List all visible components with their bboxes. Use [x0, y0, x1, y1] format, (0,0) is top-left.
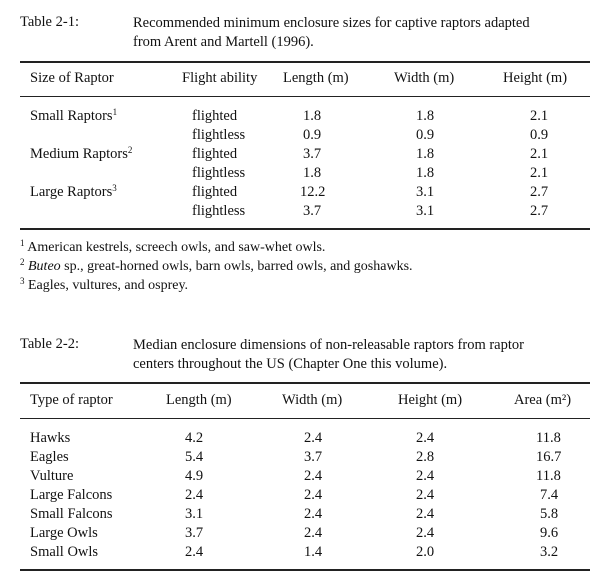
table1-cell-width: 1.8 [416, 108, 435, 124]
table2-caption-line1: Median enclosure dimensions of non-releasable raptors from raptor [133, 337, 524, 353]
table2-cell-type: Vulture [30, 468, 74, 484]
table2-caption [133, 336, 593, 374]
table1-cell-length: 12.2 [300, 184, 326, 200]
table1-cell-flight: flighted [192, 184, 238, 200]
table1-cell-width: 3.1 [416, 184, 435, 200]
table2-cell-type: Large Falcons [30, 487, 113, 503]
table1-cell-height: 2.7 [530, 203, 549, 219]
table1-header-width: Width (m) [394, 70, 455, 86]
table1-cell-length: 0.9 [303, 127, 322, 143]
table2-cell-height: 2.4 [416, 468, 435, 484]
table1-cell-height: 2.1 [530, 108, 549, 124]
table2-cell-area: 16.7 [536, 449, 562, 465]
table1-label: Table 2-1: [20, 14, 79, 30]
table2-label: Table 2-2: [20, 336, 79, 352]
table2-header-height: Height (m) [398, 392, 463, 408]
table2-cell-width: 2.4 [304, 468, 323, 484]
table2-top-rule [20, 382, 590, 384]
table1-footnote: $^2$ Buteo sp., great-horned owls, barn owls, barred owls, and goshawks. [20, 257, 413, 274]
table2-cell-height: 2.8 [416, 449, 435, 465]
table2-cell-height: 2.4 [416, 430, 435, 446]
table1-cell-flight: flighted [192, 108, 238, 124]
table2-cell-width: 1.4 [304, 544, 323, 560]
table2-cell-width: 2.4 [304, 506, 323, 522]
table2-header-length: Length (m) [166, 392, 232, 408]
table2-cell-width: 3.7 [304, 449, 323, 465]
table1-cell-length: 3.7 [303, 146, 322, 162]
table1-header-rule [20, 96, 590, 97]
table1-cell-height: 2.7 [530, 184, 549, 200]
table2-cell-type: Small Falcons [30, 506, 113, 522]
table1-cell-width: 1.8 [416, 146, 435, 162]
table1-header-height: Height (m) [503, 70, 568, 86]
table2-cell-area: 3.2 [540, 544, 559, 560]
table1-cell-flight: flightless [192, 127, 246, 143]
table1-cell-length: 1.8 [303, 108, 322, 124]
table2-cell-height: 2.0 [416, 544, 435, 560]
table2-cell-width: 2.4 [304, 525, 323, 541]
table2-header-area: Area (m²) [514, 392, 572, 408]
table2-cell-area: 11.8 [536, 468, 561, 484]
table2-cell-length: 4.2 [185, 430, 204, 446]
table2-cell-area: 7.4 [540, 487, 559, 503]
table1-bottom-rule [20, 228, 590, 230]
table1-cell-flight: flightless [192, 203, 246, 219]
table1-caption [133, 14, 593, 52]
table1-group-small: Small Raptors$^1$ [30, 107, 118, 124]
table2-cell-length: 5.4 [185, 449, 204, 465]
table1-cell-width: 1.8 [416, 165, 435, 181]
table2-cell-area: 11.8 [536, 430, 561, 446]
table1-cell-length: 1.8 [303, 165, 322, 181]
table2-cell-type: Small Owls [30, 544, 99, 560]
table1-header-flight: Flight ability [182, 70, 258, 86]
table2-cell-type: Eagles [30, 449, 69, 465]
table2-cell-length: 2.4 [185, 487, 204, 503]
table1-cell-length: 3.7 [303, 203, 322, 219]
table2-cell-width: 2.4 [304, 487, 323, 503]
table1-caption-line2: from Arent and Martell (1996). [133, 34, 314, 50]
table1-top-rule [20, 61, 590, 63]
table2-cell-height: 2.4 [416, 487, 435, 503]
table1-cell-height: 2.1 [530, 165, 549, 181]
table2-cell-length: 4.9 [185, 468, 204, 484]
table1-cell-height: 0.9 [530, 127, 549, 143]
table1-cell-flight: flightless [192, 165, 246, 181]
table2-cell-type: Large Owls [30, 525, 98, 541]
table2-cell-height: 2.4 [416, 525, 435, 541]
table2-header-type: Type of raptor [30, 392, 113, 408]
table1-footnote: $^3$ Eagles, vultures, and osprey. [20, 276, 189, 293]
table1-cell-width: 0.9 [416, 127, 435, 143]
table1-group-medium: Medium Raptors$^2$ [30, 145, 133, 162]
table1-cell-width: 3.1 [416, 203, 435, 219]
table2-cell-type: Hawks [30, 430, 71, 446]
table2-cell-length: 2.4 [185, 544, 204, 560]
table2-bottom-rule [20, 569, 590, 571]
table2-cell-area: 9.6 [540, 525, 559, 541]
table1-header-size: Size of Raptor [30, 70, 114, 86]
table2-cell-area: 5.8 [540, 506, 559, 522]
table1-group-large: Large Raptors$^3$ [30, 183, 117, 200]
table1-cell-flight: flighted [192, 146, 238, 162]
table2-header-rule [20, 418, 590, 419]
table2-cell-length: 3.1 [185, 506, 204, 522]
table1-caption-line1: Recommended minimum enclosure sizes for captive raptors adapted [133, 15, 530, 31]
table2-cell-height: 2.4 [416, 506, 435, 522]
table2-cell-length: 3.7 [185, 525, 204, 541]
table1-footnote: $^1$ American kestrels, screech owls, and saw-whet owls. [20, 238, 326, 255]
table1-cell-height: 2.1 [530, 146, 549, 162]
table1-header-length: Length (m) [283, 70, 349, 86]
table2-caption-line2: centers throughout the US (Chapter One this volume). [133, 356, 448, 372]
table2-cell-width: 2.4 [304, 430, 323, 446]
table2-header-width: Width (m) [282, 392, 343, 408]
